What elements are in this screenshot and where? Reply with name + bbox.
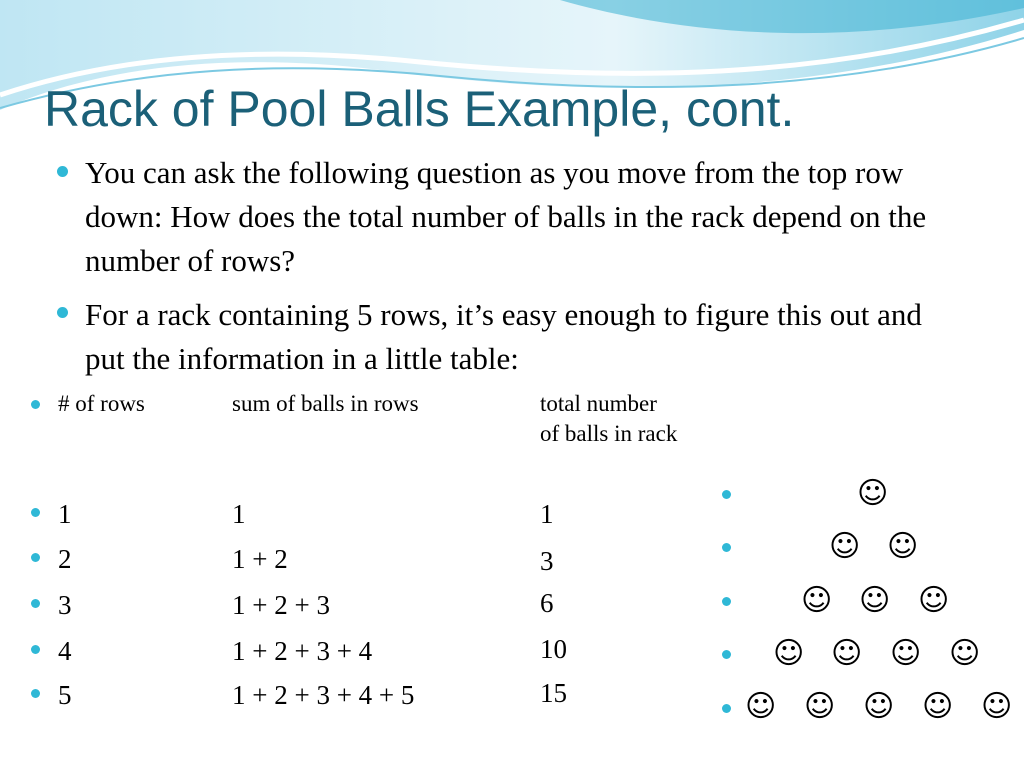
bullet-dot-icon bbox=[31, 400, 40, 409]
smiley-face-icon: ☺ bbox=[949, 636, 981, 671]
table-cell-sum: 1 + 2 bbox=[232, 544, 288, 574]
smiley-face-icon: ☺ bbox=[918, 583, 950, 618]
bullet-dot-icon bbox=[722, 597, 731, 606]
smiley-face-icon: ☺ bbox=[804, 689, 836, 724]
table-cell-total: 10 bbox=[540, 634, 567, 664]
smiley-face-icon: ☺ bbox=[981, 689, 1013, 724]
smiley-face-icon: ☺ bbox=[859, 583, 891, 618]
bullet-dot-icon bbox=[31, 689, 40, 698]
table-cell-sum: 1 + 2 + 3 bbox=[232, 590, 330, 620]
bullet-dot-icon bbox=[31, 599, 40, 608]
table-cell-total: 6 bbox=[540, 588, 554, 618]
table-cell-total: 1 bbox=[540, 499, 554, 529]
table-cell-sum: 1 bbox=[232, 499, 246, 529]
header-sum: sum of balls in rows bbox=[232, 391, 419, 416]
bullet-question: You can ask the following question as you move from the top row down: How does the total number of balls in the rack depend on the number of rows? bbox=[85, 155, 927, 278]
table-cell-rows: 1 bbox=[58, 499, 72, 529]
smiley-face-icon: ☺ bbox=[922, 689, 954, 724]
smiley-face-icon: ☺ bbox=[773, 636, 805, 671]
table-cell-sum: 1 + 2 + 3 + 4 bbox=[232, 636, 373, 666]
smiley-face-icon: ☺ bbox=[745, 689, 777, 724]
smiley-face-icon: ☺ bbox=[829, 529, 861, 564]
bullet-dot-icon bbox=[31, 508, 40, 517]
bullet-dot-icon bbox=[57, 307, 68, 318]
table-cell-total: 15 bbox=[540, 678, 567, 708]
bullet-dot-icon bbox=[31, 553, 40, 562]
smiley-face-icon: ☺ bbox=[863, 689, 895, 724]
bullet-dot-icon bbox=[722, 650, 731, 659]
slide-title: Rack of Pool Balls Example, cont. bbox=[44, 81, 795, 137]
table-cell-rows: 4 bbox=[58, 636, 72, 666]
bullet-dot-icon bbox=[57, 166, 68, 177]
smiley-face-icon: ☺ bbox=[887, 529, 919, 564]
bullet-dot-icon bbox=[31, 645, 40, 654]
smiley-face-icon: ☺ bbox=[890, 636, 922, 671]
bullet-dot-icon bbox=[722, 543, 731, 552]
table-cell-rows: 5 bbox=[58, 680, 72, 710]
bullet-five-rows: For a rack containing 5 rows, it’s easy enough to figure this out and put the information in a little table: bbox=[85, 297, 922, 376]
table-cell-rows: 3 bbox=[58, 590, 72, 620]
header-total-line1: total number bbox=[540, 391, 657, 416]
header-rows: # of rows bbox=[58, 391, 145, 416]
header-total-line2: of balls in rack bbox=[540, 421, 678, 446]
smiley-face-icon: ☺ bbox=[857, 476, 889, 511]
table-cell-sum: 1 + 2 + 3 + 4 + 5 bbox=[232, 680, 415, 710]
smiley-face-icon: ☺ bbox=[831, 636, 863, 671]
bullet-dot-icon bbox=[722, 490, 731, 499]
table-cell-rows: 2 bbox=[58, 544, 72, 574]
smiley-face-icon: ☺ bbox=[801, 583, 833, 618]
table-cell-total: 3 bbox=[540, 546, 554, 576]
bullet-dot-icon bbox=[722, 704, 731, 713]
